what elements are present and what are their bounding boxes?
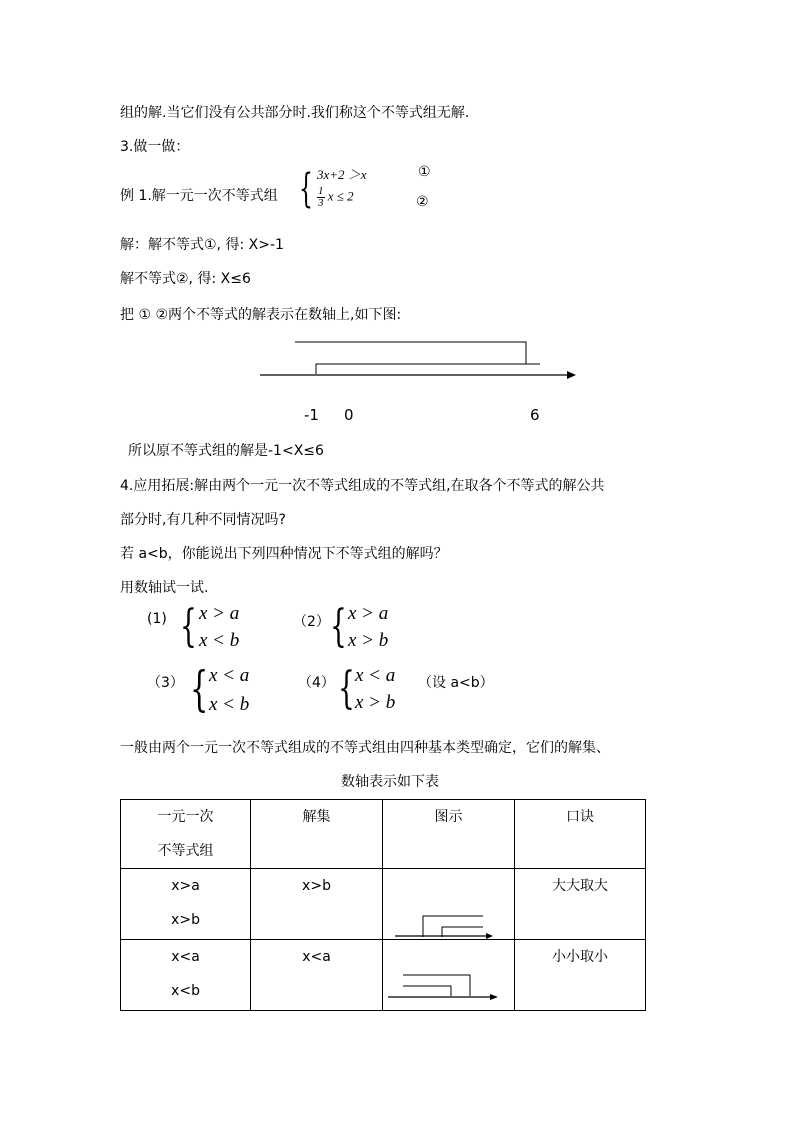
header-label: 口诀 (566, 809, 594, 825)
tick-label: 0 (344, 406, 354, 424)
paragraph-line: 用数轴试一试. (120, 580, 209, 596)
solution-bracket-le-6 (295, 342, 526, 364)
axis-arrow (490, 994, 498, 1000)
solution-line: 解不等式②, 得: X≤6 (120, 271, 251, 287)
solution-line: 解：解不等式①, 得: X>-1 (120, 237, 284, 253)
solution-text: x<a (302, 949, 331, 965)
header-cell (121, 800, 251, 869)
case-label: （3） (147, 675, 184, 691)
brace: { (190, 661, 209, 717)
header-label: 一元一次 (157, 809, 214, 825)
diagram-small-small (383, 940, 514, 1010)
system-cell (121, 940, 251, 1011)
circled-two-mark: ② (416, 194, 429, 210)
table-row (121, 940, 646, 1011)
case-inequality: x > a (199, 603, 240, 624)
brace: { (180, 601, 197, 652)
inequality: x<b (171, 983, 200, 999)
case-label: （2） (293, 614, 330, 630)
mnemonic-text: 小小取小 (552, 949, 608, 965)
inequality: x>a (171, 878, 200, 894)
table-row (121, 869, 646, 940)
paragraph-line: 部分时,有几种不同情况吗? (120, 512, 286, 528)
header-cell (251, 800, 383, 869)
axis-arrow (567, 371, 576, 379)
circled-one-mark: ① (418, 164, 431, 180)
number-line-diagram (250, 335, 590, 385)
table-header-row (121, 800, 646, 869)
mnemonic-text: 大大取大 (552, 878, 608, 894)
mnemonic-cell (515, 869, 646, 940)
case-inequality: x > b (355, 692, 396, 713)
solution-bracket-gt-neg1 (316, 364, 540, 374)
axis-arrow (486, 933, 493, 939)
header-cell (383, 800, 515, 869)
tick-label: 6 (530, 406, 540, 424)
solution-ray-a (403, 986, 451, 996)
mnemonic-cell (515, 940, 646, 1011)
paragraph-line: 若 a<b，你能说出下列四种情况下不等式组的解吗？ (120, 546, 448, 562)
diagram-cell (383, 940, 515, 1011)
example-inequality-1: 3x+2 ＞x (317, 167, 367, 182)
inequality: x>b (171, 912, 200, 928)
case-inequality: x > b (348, 630, 389, 651)
case-label: (1) (147, 611, 167, 627)
case-inequality: x > a (348, 603, 389, 624)
solution-line: 把 ① ②两个不等式的解表示在数轴上,如下图: (120, 307, 402, 323)
tick-label: -1 (304, 406, 319, 424)
header-label: 图示 (434, 809, 463, 825)
example-inequality-2: $\frac{1}{3}$ x ≤ 2 (318, 185, 354, 209)
table-caption: 数轴表示如下表 (341, 774, 439, 790)
diagram-big-big (383, 869, 514, 939)
fraction: $\frac{1}{3}$ (318, 185, 324, 209)
paragraph-line: 一般由两个一元一次不等式组成的不等式组由四种基本类型确定，它们的解集、 (120, 740, 610, 756)
paragraph-line: 4.应用拓展:解由两个一元一次不等式组成的不等式组,在取各个不等式的解公共 (120, 478, 605, 494)
paragraph-line: 组的解.当它们没有公共部分时.我们称这个不等式组无解. (120, 105, 470, 121)
example-label: 例 1.解一元一次不等式组 (120, 188, 278, 204)
conclusion-line: 所以原不等式组的解是-1<X≤6 (128, 443, 324, 459)
solution-text: x>b (302, 878, 331, 894)
case-note: （设 a<b） (418, 675, 494, 691)
case-label: （4） (298, 675, 335, 691)
solution-cell (251, 940, 383, 1011)
brace: { (330, 601, 347, 652)
inequality: x<a (171, 949, 200, 965)
case-inequality: x < b (209, 694, 250, 715)
header-cell (515, 800, 646, 869)
diagram-cell (383, 869, 515, 940)
case-inequality: x < a (209, 665, 250, 686)
header-label: 不等式组 (157, 843, 214, 859)
summary-table (120, 799, 646, 1011)
solution-cell (251, 869, 383, 940)
case-inequality: x < a (355, 665, 396, 686)
brace: { (299, 166, 313, 212)
header-label: 解集 (302, 809, 331, 825)
case-inequality: x < b (199, 630, 240, 651)
section-heading: 3.做一做： (120, 139, 190, 155)
system-cell (121, 869, 251, 940)
brace: { (338, 663, 355, 714)
